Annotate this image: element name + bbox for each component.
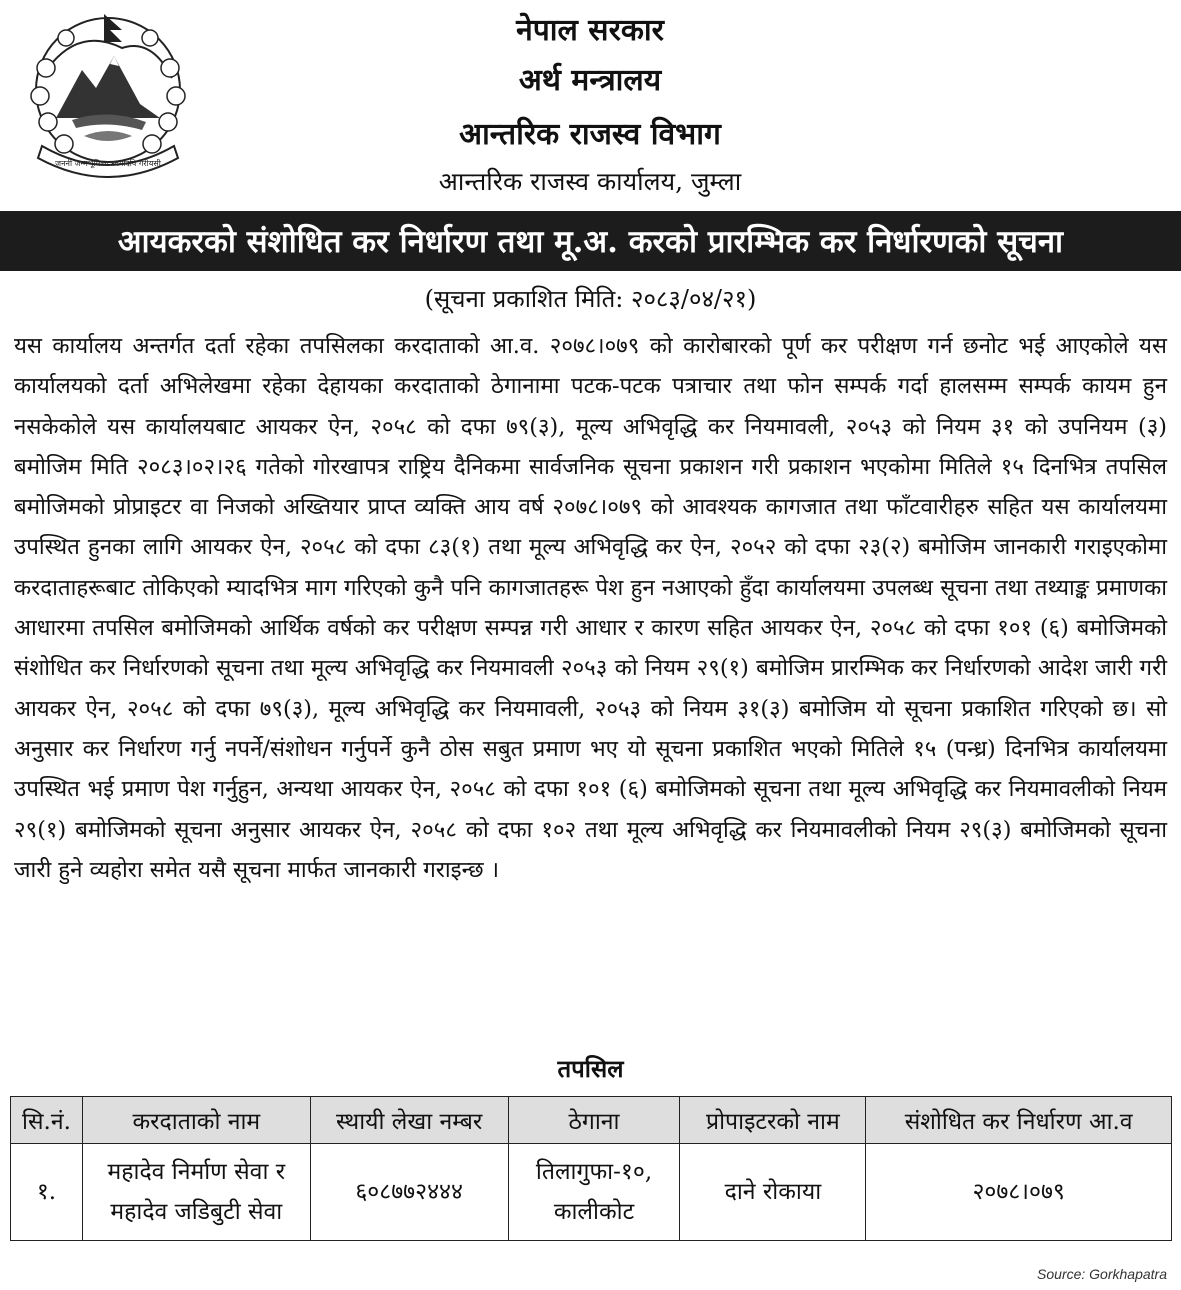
table-row (11, 1144, 1172, 1241)
office-name: आन्तरिक राजस्व कार्यालय, जुम्ला (438, 167, 742, 196)
published-date: (सूचना प्रकाशित मिति: २०८३/०४/२१) (424, 285, 757, 313)
column-header: करदाताको नाम (82, 1097, 310, 1144)
taxpayer-name-line1: महादेव निर्माण सेवा र (107, 1159, 286, 1185)
details-table (10, 1096, 1172, 1241)
department-name: आन्तरिक राजस्व विभाग (459, 117, 721, 152)
source-credit: Source: Gorkhapatra (1037, 1266, 1167, 1282)
notice-body: यस कार्यालय अन्तर्गत दर्ता रहेका तपसिलका करदाताको आ.व. २०७८।०७९ को कारोबारको पूर्ण कर परीक्षण गर्न छनोट भई आएकोले यस कार्यालयको दर्ता अभिलेखमा रहेका देहायका करदाताको ठेगानामा पटक-पटक पत्राचार तथा फोन सम्पर्क गर्दा हालसम्म सम्पर्क कायम हुन नसकेकोले यस कार्यालयबाट आयकर ऐन, २०५८ को दफा ७९(३), मूल्य अभिवृद्धि कर नियमावली, २०५३ को नियम ३१ को उपनियम (३) बमोजिम मिति २०८३।०२।२६ गतेको गोरखापत्र राष्ट्रिय दैनिकमा सार्वजनिक सूचना प्रकाशन गरी प्रकाशन भएकोमा मितिले १५ दिनभित्र तपसिल बमोजिमको प्रोप्राइटर वा निजको अख्तियार प्राप्त व्यक्ति आय वर्ष २०७८।०७९ को आवश्यक कागजात तथा फाँटवारीहरु सहित यस कार्यालयमा उपस्थित हुनका लागि आयकर ऐन, २०५८ को दफा ८३(१) तथा मूल्य अभिवृद्धि कर ऐन, २०५२ को दफा २३(२) बमोजिम जानकारी गराइएकोमा करदाताहरूबाट तोकिएको म्यादभित्र माग गरिएको कुनै पनि कागजातहरू पेश हुन नआएको हुँदा कार्यालयमा उपलब्ध सूचना तथा तथ्याङ्क प्रमाणका आधारमा तपसिल बमोजिमको आर्थिक वर्षको कर परीक्षण सम्पन्न गरी आधार र कारण सहित आयकर ऐन, २०५८ को दफा १०१ (६) बमोजिमको संशोधित कर निर्धारणको सूचना तथा मूल्य अभिवृद्धि कर नियमावली २०५३ को नियम २९(१) बमोजिम प्रारम्भिक कर निर्धारणको आदेश जारी गरी आयकर ऐन, २०५८ को दफा ७९(३), मूल्य अभिवृद्धि कर नियमावली, २०५३ को नियम ३१(३) बमोजिम यो सूचना प्रकाशित गरिएको छ। सो अनुसार कर निर्धारण गर्नु नपर्ने/संशोधन गर्नुपर्ने कुनै ठोस सबुत प्रमाण भए यो सूचना प्रकाशित भएको मितिले १५ (पन्ध्र) दिनभित्र कार्यालयमा उपस्थित भई प्रमाण पेश गर्नुहुन, अन्यथा आयकर ऐन, २०५८ को दफा १०१ (६) बमोजिमको सूचना तथा मूल्य अभिवृद्धि कर नियमावलीको नियम २९(१) बमोजिमको सूचना अनुसार आयकर ऐन, २०५८ को दफा १०२ तथा मूल्य अभिवृद्धि कर नियमावलीको नियम २९(३) बमोजिमको सूचना जारी हुने व्यहोरा समेत यसै सूचना मार्फत जानकारी गराइन्छ । (14, 333, 1167, 883)
address-line1: तिलागुफा-१०, (535, 1159, 653, 1185)
taxpayer-name-line2: महादेव जडिबुटी सेवा (110, 1199, 283, 1225)
ministry-name: अर्थ मन्त्रालय (518, 63, 662, 98)
government-name: नेपाल सरकार (516, 13, 664, 48)
notice-title: आयकरको संशोधित कर निर्धारण तथा मू.अ. करको प्रारम्भिक कर निर्धारणको सूचना (117, 224, 1064, 260)
serial-number-cell: १. (11, 1144, 83, 1241)
nepal-emblem-icon (22, 8, 194, 178)
emblem-motto: जननी जन्मभूमिश्च स्वर्गादपि गरीयसी (55, 159, 161, 168)
column-header: संशोधित कर निर्धारण आ.व (866, 1097, 1172, 1144)
proprietor-cell: दाने रोकाया (680, 1144, 866, 1241)
column-header: सि.नं. (11, 1097, 83, 1144)
details-heading: तपसिल (557, 1054, 624, 1083)
address-cell (508, 1144, 680, 1241)
column-header: स्थायी लेखा नम्बर (310, 1097, 508, 1144)
column-header: ठेगाना (508, 1097, 680, 1144)
taxpayer-name-cell (82, 1144, 310, 1241)
address-line2: कालीकोट (553, 1199, 635, 1225)
fiscal-year-cell: २०७८।०७९ (866, 1144, 1172, 1241)
pan-cell: ६०८७७२४४४ (310, 1144, 508, 1241)
notice-title-banner (0, 211, 1181, 271)
column-header: प्रोपाइटरको नाम (680, 1097, 866, 1144)
table-header-row (11, 1097, 1172, 1144)
